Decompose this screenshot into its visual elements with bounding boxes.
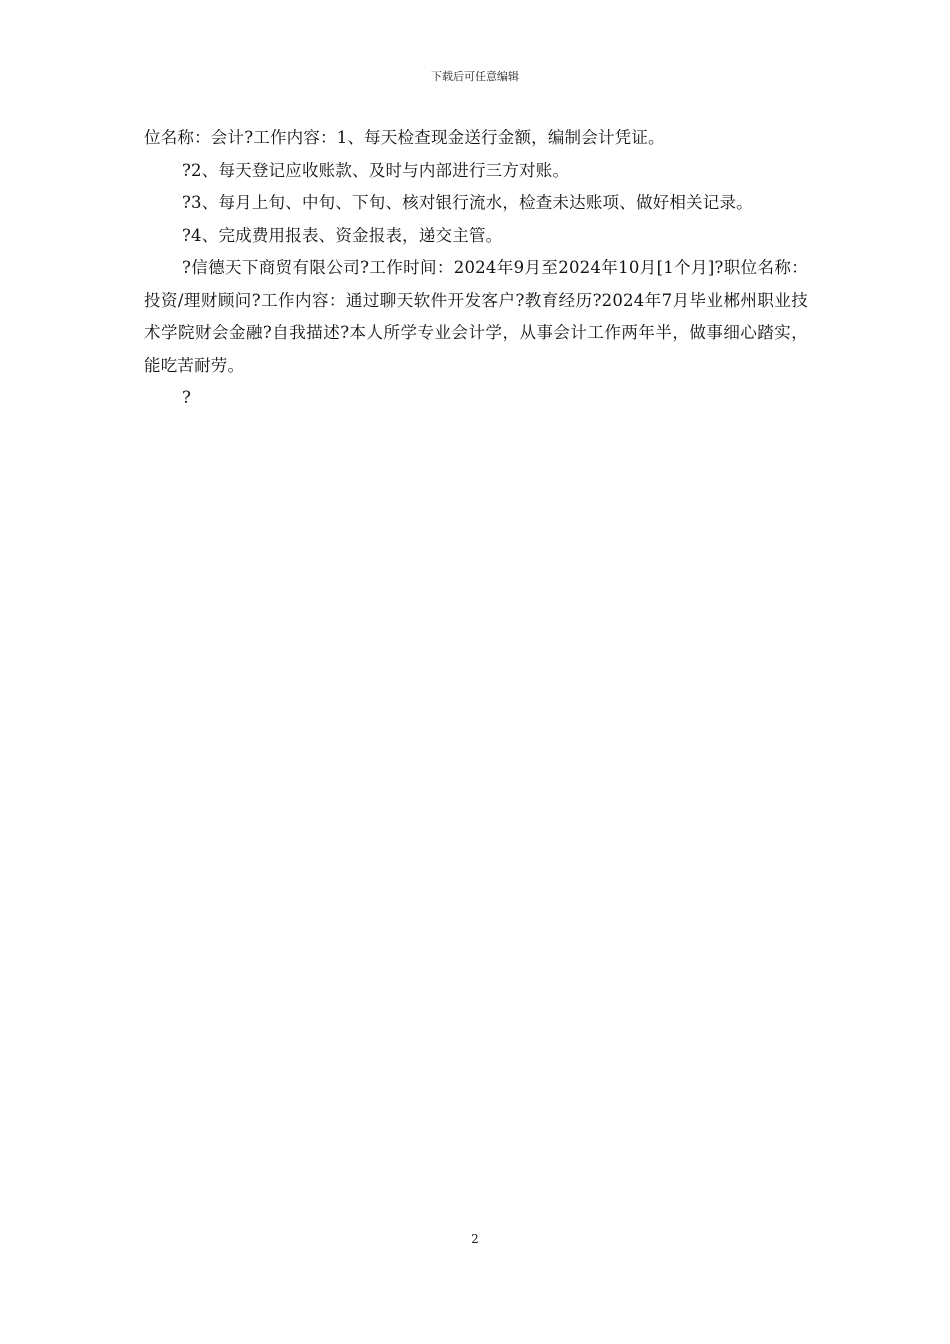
paragraph-duty-4: ?4、完成费用报表、资金报表，递交主管。: [182, 225, 503, 245]
paragraph-job-title-accountant: 位名称：会计?工作内容：1、每天检查现金送行金额，编制会计凭证。: [144, 128, 665, 147]
document-body: [144, 122, 808, 415]
paragraph-duty-3: ?3、每月上旬、中旬、下旬、核对银行流水，检查未达账项、做好相关记录。: [182, 193, 753, 212]
page-header: 下载后可任意编辑: [431, 70, 519, 83]
paragraph-trailing-mark: ?: [182, 388, 192, 407]
paragraph-duty-2: ?2、每天登记应收账款、及时与内部进行三方对账。: [182, 160, 570, 180]
page-number: 2: [471, 1232, 479, 1246]
paragraph-work-education-summary: ?信德天下商贸有限公司?工作时间：2024年9月至2024年10月[1个月]?职位名称：投资/理财顾问?工作内容：通过聊天软件开发客户?教育经历?2024年7月毕业郴州职业技术学院财会金融?自我描述?本人所学专业会计学，从事会计工作两年半，做事细心踏实，能吃苦耐劳。: [144, 258, 808, 375]
